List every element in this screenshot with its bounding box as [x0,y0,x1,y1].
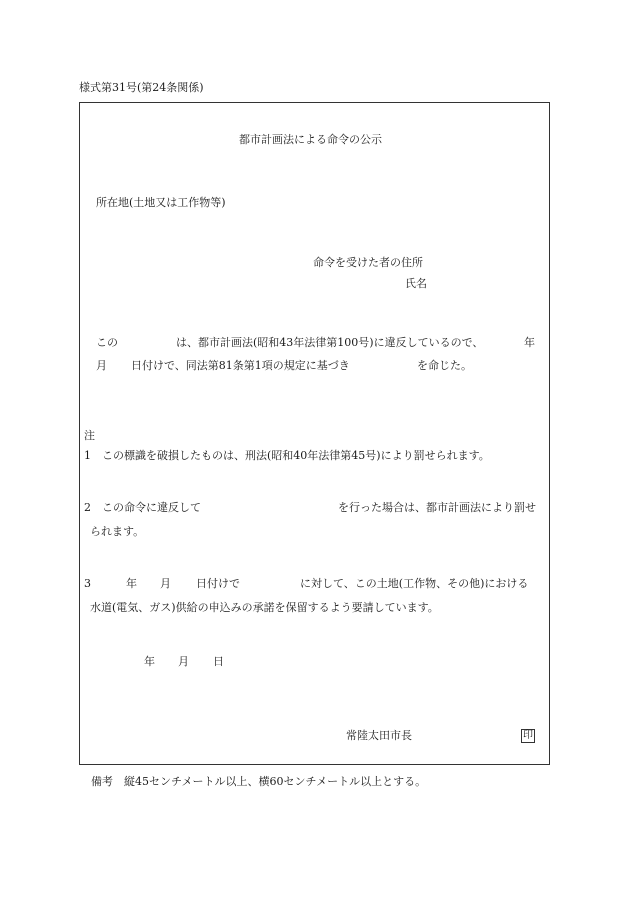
main-text-basis: 日付けで、同法第81条第1項の規定に基づき [131,359,350,372]
location-label: 所在地(土地又は工作物等) [96,196,226,209]
main-text-violation: は、都市計画法(昭和43年法律第100号)に違反しているので、 [176,336,484,349]
date-year: 年 [144,655,155,668]
main-text-year: 年 [524,336,535,349]
notice-title: 都市計画法による命令の公示 [239,133,382,146]
main-text-this: この [96,336,118,349]
notes-heading: 注 [84,429,95,442]
note-2-end: られます。 [90,525,145,538]
seal-mark: 印 [523,730,533,741]
note-3-number: 3 [84,577,91,590]
main-text-month: 月 [96,359,107,372]
note-3-month: 月 [160,577,171,590]
note-3-request: に対して、この土地(工作物、その他)における [300,577,529,590]
note-3-day: 日付けで [196,577,240,590]
note-1: 1 この標識を破損したものは、刑法(昭和40年法律第45号)により罰せられます。 [84,449,490,462]
recipient-name-label: 氏名 [405,277,427,290]
form-number: 様式第31号(第24条関係) [79,81,204,94]
note-2-start: 2 この命令に違反して [84,501,201,514]
recipient-address-label: 命令を受けた者の住所 [313,256,423,269]
issuer-name: 常陸太田市長 [346,729,412,742]
note-3-year: 年 [126,577,137,590]
date-month: 月 [178,655,189,668]
date-day: 日 [213,655,224,668]
remarks: 備考 縦45センチメートル以上、横60センチメートル以上とする。 [91,775,427,788]
note-2-middle: を行った場合は、都市計画法により罰せ [338,501,536,514]
main-text-order: を命じた。 [417,359,472,372]
note-3-supply: 水道(電気、ガス)供給の申込みの承諾を保留するよう要請しています。 [90,601,439,614]
